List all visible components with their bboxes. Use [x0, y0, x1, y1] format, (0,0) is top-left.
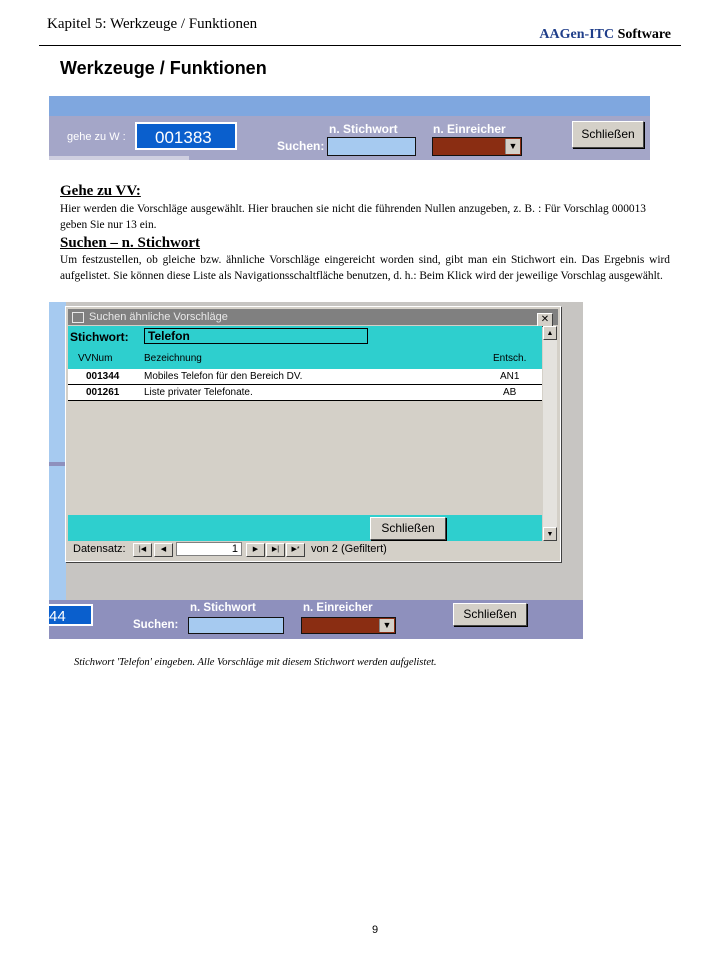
chapter-title: Kapitel 5: Werkzeuge / Funktionen	[47, 16, 258, 32]
scroll-down-icon[interactable]: ▼	[543, 527, 557, 541]
einreicher-label: n. Einreicher	[433, 122, 506, 136]
page-number: 9	[372, 924, 379, 936]
record-navigator	[68, 541, 558, 558]
stichwort-field-label: Stichwort:	[70, 330, 129, 344]
toolbar-top-band	[49, 96, 650, 116]
close-button[interactable]: Schließen	[572, 121, 644, 148]
suchen-label: Suchen:	[277, 139, 325, 153]
close-icon[interactable]: ✕	[537, 313, 553, 327]
table-row[interactable]	[68, 385, 542, 401]
new-record-icon[interactable]: ▶*	[286, 543, 305, 557]
dialog-close-button[interactable]: Schließen	[370, 517, 446, 540]
table-row[interactable]	[68, 369, 542, 385]
cell-bezeichnung: Mobiles Telefon für den Bereich DV.	[144, 371, 303, 382]
einreicher-combo-2[interactable]	[301, 617, 396, 634]
record-number-input[interactable]: 1	[176, 542, 242, 556]
form-header	[68, 326, 542, 369]
scroll-up-icon[interactable]: ▲	[543, 326, 557, 340]
dialog-title: Suchen ähnliche Vorschläge	[89, 311, 228, 323]
brand-name-part2: Software	[617, 27, 671, 42]
cell-vvnum: 001261	[86, 387, 120, 398]
toolbar-bottom-edge	[49, 156, 189, 160]
chevron-down-icon[interactable]: ▼	[505, 139, 520, 154]
goto-label: gehe zu W :	[67, 131, 126, 143]
cell-vvnum: 001344	[86, 371, 120, 382]
form-icon	[72, 312, 84, 323]
goto-vv-input[interactable]: 001383	[135, 122, 237, 150]
header-rule	[39, 45, 681, 46]
last-record-icon[interactable]: ▶|	[266, 543, 285, 557]
figure-caption: Stichwort 'Telefon' eingeben. Alle Vorschläge mit diesem Stichwort werden aufgelistet.	[74, 657, 437, 668]
stichwort-label: n. Stichwort	[329, 122, 398, 136]
dialog-titlebar[interactable]	[68, 309, 558, 325]
suchen-label-2: Suchen:	[133, 619, 179, 631]
goto-vv-input-2[interactable]: 44	[49, 604, 93, 626]
stichwort-field-input[interactable]: Telefon	[144, 328, 368, 344]
section-text-stichwort: Um festzustellen, ob gleiche bzw. ähnliche Vorschläge eingereicht worden sind, gibt man ein Stichwort ein. Das Ergebnis wird aufgelistet. Sie können diese Liste als Navigationsschaltfläche benutzen, d. h.: Beim Klick wird der jeweilige Vorschlag ausgewählt.	[60, 254, 670, 282]
record-count-text: von 2 (Gefiltert)	[311, 543, 387, 555]
search-dialog	[65, 306, 561, 562]
column-header-vvnum: VVNum	[78, 353, 113, 364]
cell-bezeichnung: Liste privater Telefonate.	[144, 387, 253, 398]
record-label: Datensatz:	[73, 543, 126, 555]
section-heading-goto: Gehe zu VV:	[60, 183, 141, 199]
einreicher-label-2: n. Einreicher	[303, 602, 373, 614]
stichwort-search-input[interactable]	[327, 137, 416, 156]
stichwort-label-2: n. Stichwort	[190, 602, 256, 614]
cell-entsch: AB	[503, 387, 517, 398]
einreicher-combo[interactable]	[432, 137, 522, 156]
chevron-down-icon[interactable]: ▼	[379, 619, 394, 632]
section-heading-stichwort: Suchen – n. Stichwort	[60, 235, 201, 251]
first-record-icon[interactable]: |◀	[133, 543, 152, 557]
next-record-icon[interactable]: ▶	[246, 543, 265, 557]
background-toolbar	[49, 600, 583, 639]
stichwort-search-input-2[interactable]	[188, 617, 284, 634]
vertical-scrollbar[interactable]	[543, 326, 557, 541]
background-form-divider	[49, 462, 66, 466]
toolbar-screenshot	[49, 96, 650, 160]
brand-name	[539, 27, 671, 43]
column-header-bezeichnung: Bezeichnung	[144, 353, 202, 364]
close-button-2[interactable]: Schließen	[453, 603, 527, 626]
prev-record-icon[interactable]: ◀	[154, 543, 173, 557]
page-title: Werkzeuge / Funktionen	[60, 58, 267, 78]
brand-name-part1: AAGen-ITC	[539, 27, 615, 42]
cell-entsch: AN1	[500, 371, 520, 382]
background-form-strip	[49, 302, 66, 639]
empty-detail-area	[68, 402, 542, 515]
column-header-entsch: Entsch.	[493, 353, 527, 364]
form-footer	[68, 515, 542, 541]
section-text-goto: Hier werden die Vorschläge ausgewählt. Hier brauchen sie nicht die führenden Nullen anzugeben, z. B. : Für Vorschlag 000013 geben Sie nur 13 ein.	[60, 203, 646, 231]
